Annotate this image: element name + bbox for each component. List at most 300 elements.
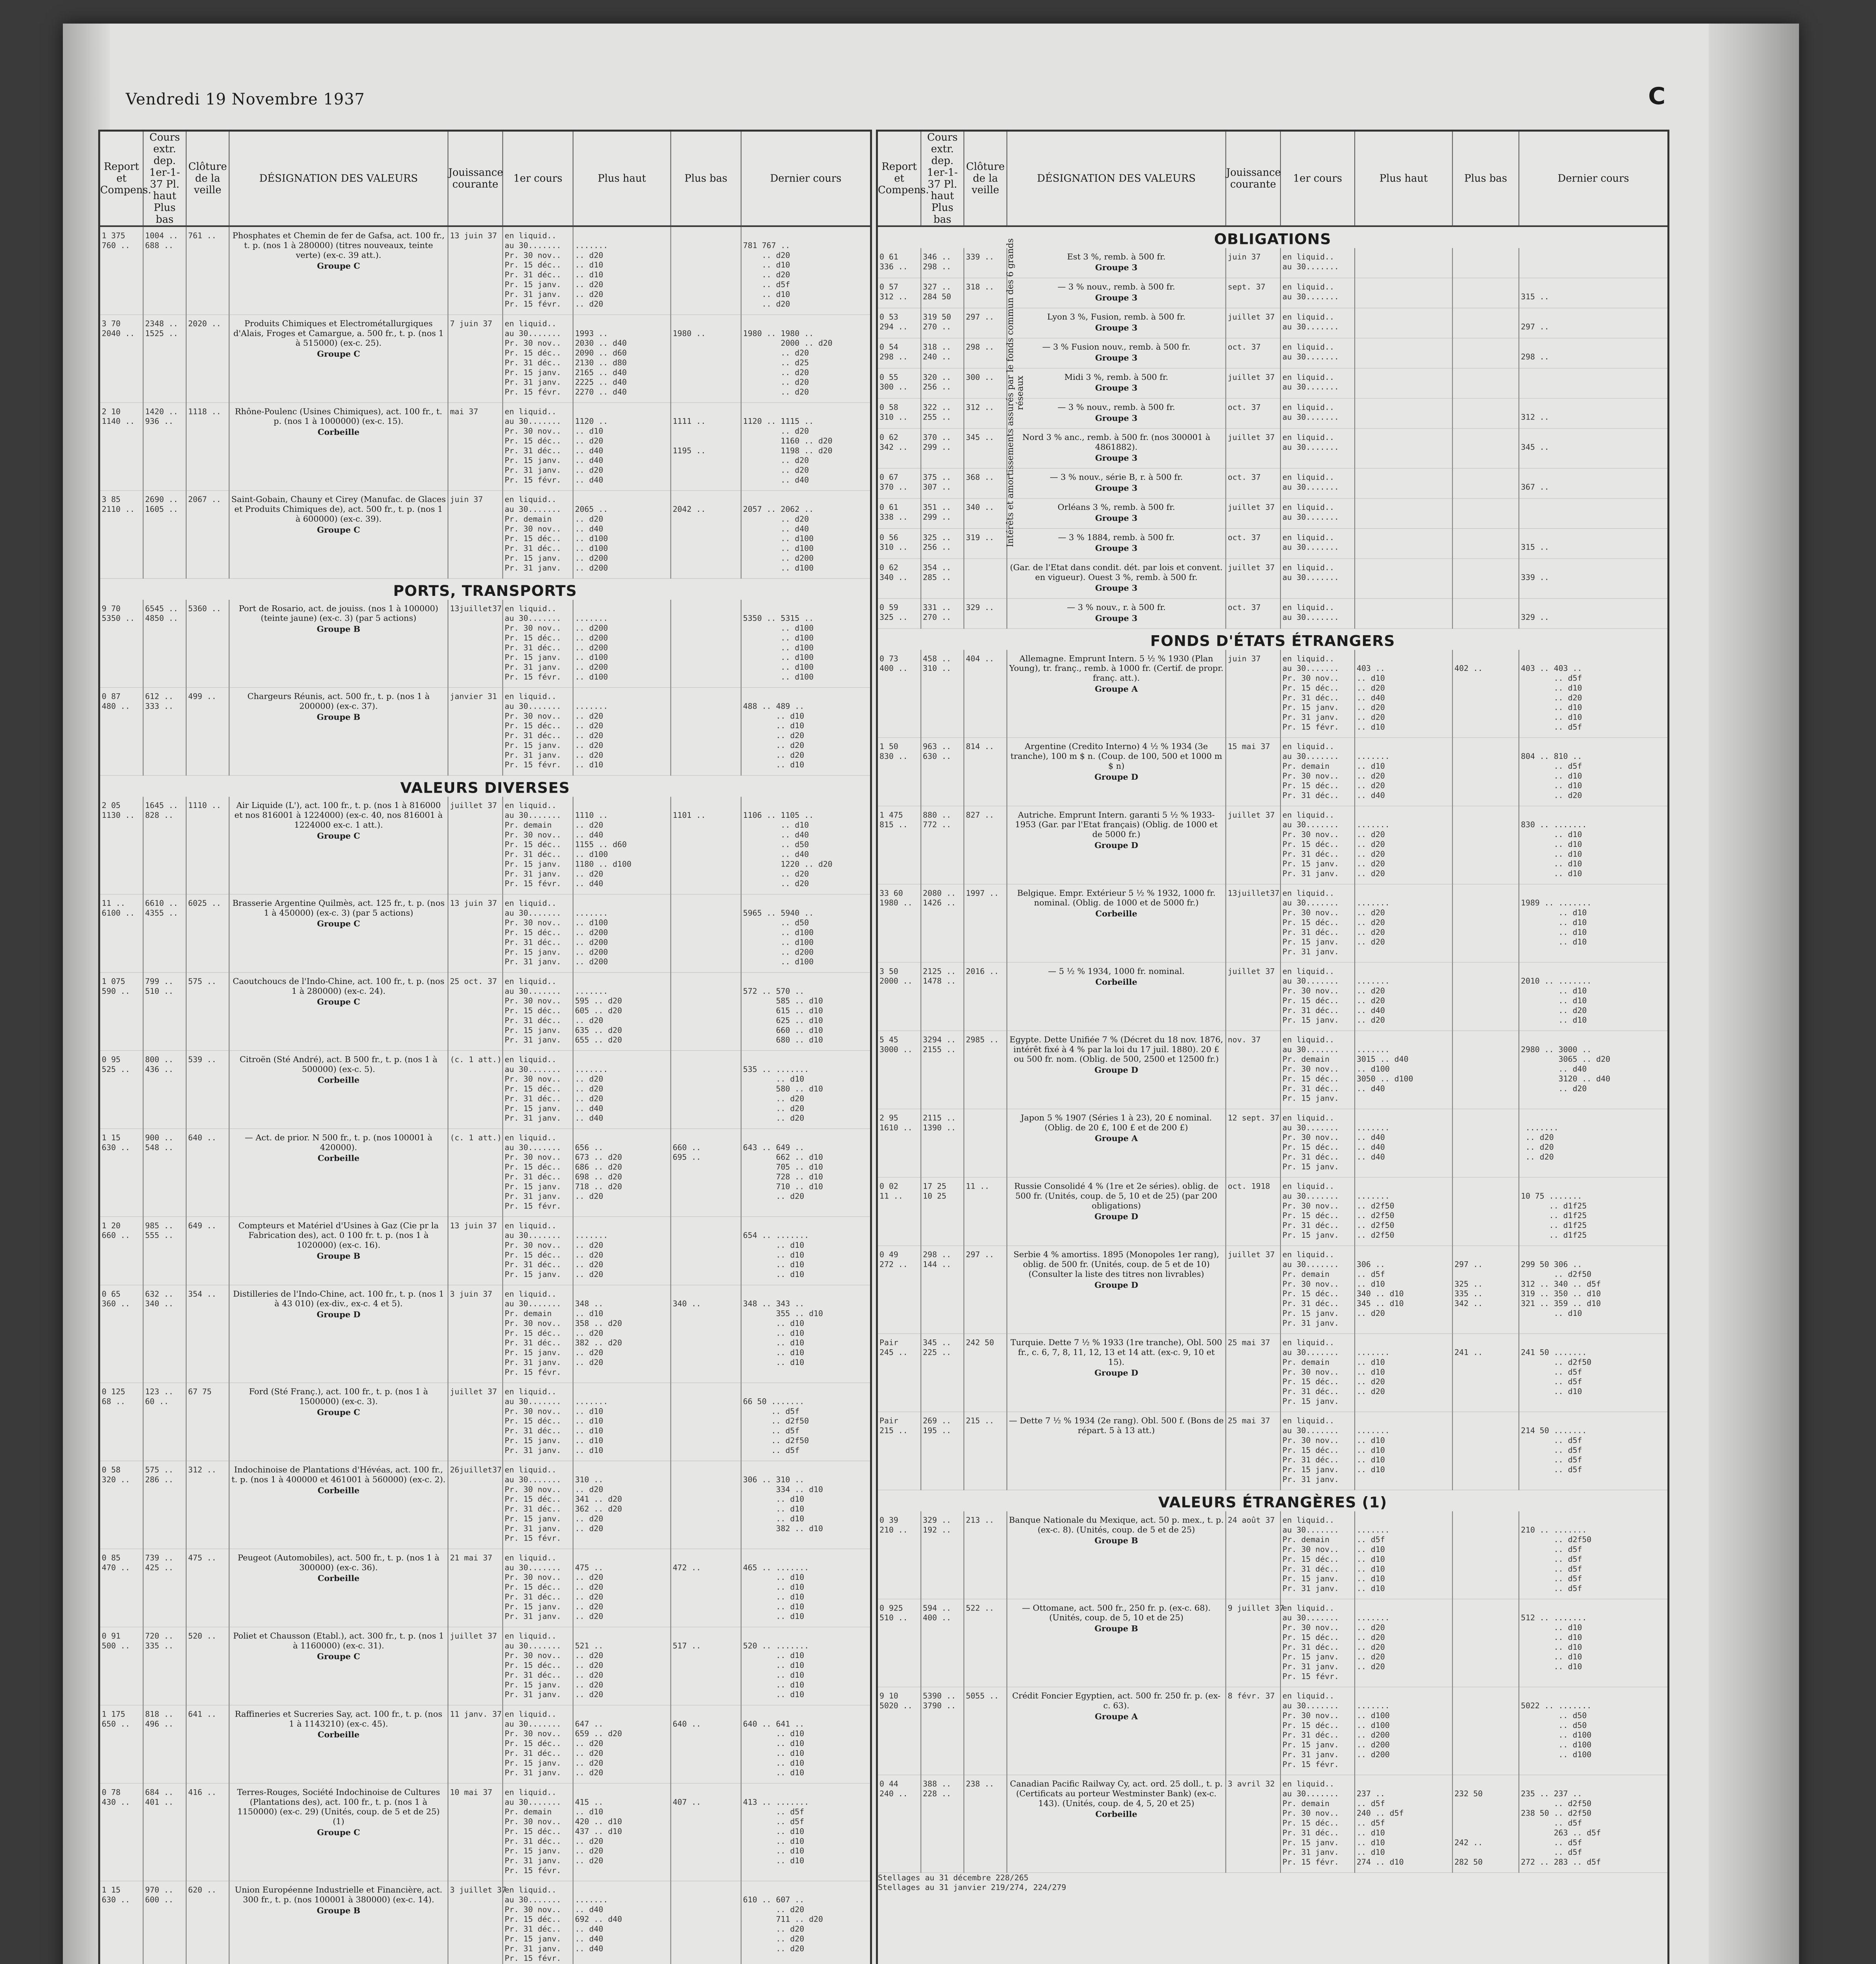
dernier-cell [1519, 1334, 1667, 1412]
dernier-text: 310 .. 334 .. d10 .. d10 .. d10 .. d10 382 .. d10 [776, 1475, 823, 1533]
security-name: Belgique. Empr. Extérieur 5 ½ % 1932, 1000 fr. nominal. (Oblig. de 1000 et de 5000 fr.) [1017, 888, 1216, 908]
security-name: Autriche. Emprunt Intern. garanti 5 ½ % 1933-1953 (Gar. par l'Etat français) (Oblig. de 1000 et de 5000 fr.) [1015, 810, 1218, 839]
premier-text: 66 50 [743, 1396, 767, 1406]
security-group: Groupe 3 [1095, 613, 1138, 623]
plus-bas-cell [1453, 468, 1519, 498]
cloture-cell-text: 520 .. [188, 1631, 216, 1641]
jouissance-cell [1226, 1177, 1281, 1246]
jouissance-cell [1226, 1511, 1281, 1599]
table-row [878, 1334, 1667, 1412]
jouissance-cell-text: oct. 37 [1227, 472, 1261, 482]
dernier-cell [741, 797, 870, 894]
cours-extr-cell-text: 2115 .. 1390 .. [923, 1113, 956, 1132]
security-group: Corbeille [317, 1729, 360, 1740]
designation-cell [229, 687, 448, 775]
cours-extr-cell-text: 1004 .. 688 .. [145, 231, 178, 250]
report-cell-text: 2 05 1130 .. [101, 801, 135, 820]
premier-text: 781 [743, 240, 757, 250]
dernier-text: 5315 .. .. d100 .. d100 .. d100 .. d100 .. d100 .. d100 [780, 613, 814, 682]
dernier-cell [1519, 528, 1667, 559]
dernier-cell [1519, 468, 1667, 498]
price-pair [743, 1885, 868, 1953]
plus-haut-cell [1355, 1109, 1453, 1177]
table-row [100, 973, 870, 1051]
security-name: Russie Consolidé 4 % (1re et 2e séries). oblig. de 500 fr. (Unités, coup. de 5, 10 et de 25) (par 200 obligations) [1014, 1181, 1218, 1211]
premier-text: 241 50 [1521, 1347, 1549, 1357]
plus-haut-cell-text: ....... .. d20 .. d20 .. d40 .. d20 [1356, 976, 1390, 1025]
premier-text: 535 .. [743, 1064, 771, 1074]
jouissance-cell-text: juillet 37 [1227, 432, 1275, 442]
report-cell [100, 687, 143, 775]
cours-extr-cell [143, 491, 186, 579]
premier-text: 1980 .. [743, 328, 776, 338]
plus-haut-cell [1355, 650, 1453, 737]
cloture-cell-text: 649 .. [188, 1220, 216, 1230]
table-row [878, 650, 1667, 737]
premier-cell [1281, 1511, 1355, 1599]
cloture-cell [186, 1549, 229, 1627]
table-row [878, 1031, 1667, 1109]
security-group: Groupe D [1094, 1211, 1138, 1222]
cours-extr-cell [143, 315, 186, 403]
terms-text: en liquid.. au 30....... Pr. 30 nov.. Pr. 15 déc.. Pr. 31 déc.. Pr. 15 janv. [1282, 1113, 1339, 1171]
price-pair [1521, 432, 1666, 452]
report-cell-text: 0 39 210 .. [879, 1515, 908, 1535]
premier-cell [1281, 884, 1355, 962]
cloture-cell-text: 761 .. [188, 231, 216, 240]
premier-cell [1281, 1246, 1355, 1334]
premier-cell [1281, 278, 1355, 308]
designation-cell [1007, 1412, 1226, 1490]
cloture-cell [964, 278, 1007, 308]
plus-haut-cell [573, 1285, 671, 1383]
plus-haut-cell [1355, 498, 1453, 529]
security-name: Produits Chimiques et Electrométallurgiques d'Alais, Froges et Camargue, a. 500 fr., t. p. (nos 1 à 515000) (ex-c. 25). [233, 319, 444, 348]
plus-bas-cell-text: 2042 .. [672, 504, 706, 514]
plus-bas-cell [1453, 278, 1519, 308]
cloture-cell [964, 1246, 1007, 1334]
security-name: Orléans 3 %, remb. à 500 fr. [1057, 502, 1175, 512]
price-pair [743, 801, 868, 889]
cloture-cell [964, 1599, 1007, 1687]
plus-bas-cell [1453, 1334, 1519, 1412]
jouissance-cell-text: mai 37 [450, 407, 478, 416]
left-table-body [100, 226, 870, 1964]
page-edge [1709, 24, 1799, 1964]
security-name: — 3 % 1884, remb. à 500 fr. [1058, 532, 1175, 542]
table-row [878, 398, 1667, 429]
premier-text: 339 .. [1521, 572, 1549, 582]
premier-cell [503, 1217, 573, 1285]
plus-haut-cell [573, 1783, 671, 1881]
security-name: Japon 5 % 1907 (Séries 1 à 23), 20 £ nominal. (Oblig. de 20 £, 100 £ et de 200 £) [1020, 1113, 1212, 1132]
plus-haut-cell-text: 1120 .. .. d10 .. d20 .. d40 .. d40 .. d20 .. d40 [575, 416, 608, 485]
plus-haut-cell [1355, 368, 1453, 399]
price-pair [743, 407, 868, 485]
price-pair [1521, 1035, 1666, 1094]
designation-cell [229, 491, 448, 579]
plus-haut-cell [1355, 884, 1453, 962]
cloture-cell-text: 2020 .. [188, 319, 221, 328]
section-cell [878, 226, 1667, 248]
cloture-cell-text: 827 .. [965, 810, 994, 820]
cloture-cell [186, 226, 229, 315]
security-group: Groupe D [1094, 1280, 1138, 1290]
plus-haut-cell [573, 1051, 671, 1129]
security-group: Corbeille [317, 427, 360, 437]
table-row [878, 1177, 1667, 1246]
plus-bas-cell [1453, 498, 1519, 529]
dernier-cell [741, 600, 870, 687]
cours-extr-cell [143, 797, 186, 894]
cours-extr-cell-text: 970 .. 600 .. [145, 1885, 174, 1904]
report-cell-text: 0 59 325 .. [879, 603, 908, 622]
cloture-cell [964, 1775, 1007, 1873]
cours-extr-cell [921, 1687, 964, 1775]
security-name: Distilleries de l'Indo-Chine, act. 100 fr., t. p. (nos 1 à 43 010) (ex-div., ex-c. 4 et 5). [233, 1289, 444, 1308]
price-pair [1521, 810, 1666, 878]
terms-text: en liquid.. au 30....... Pr. 30 nov.. Pr. 15 déc.. Pr. 31 déc.. Pr. 15 janv. Pr. 31 janv. Pr. 15 févr. [504, 691, 561, 769]
cours-extr-cell [921, 806, 964, 884]
plus-haut-cell [573, 1129, 671, 1217]
plus-haut-cell [573, 797, 671, 894]
terms-text: en liquid.. au 30....... Pr. 30 nov.. Pr. 15 déc.. Pr. 31 déc.. Pr. 15 janv. Pr. 31 janv. Pr. 15 févr. [504, 603, 561, 682]
terms-text: en liquid.. au 30....... Pr. demain Pr. 30 nov.. Pr. 15 déc.. Pr. 31 déc.. Pr. 15 janv. Pr. 31 janv. Pr. 15 févr. [504, 801, 561, 889]
premier-text: 5965 .. [743, 908, 776, 918]
premier-cell [1281, 1599, 1355, 1687]
cours-extr-cell-text: 594 .. 400 .. [923, 1603, 951, 1623]
terms-text: en liquid.. au 30....... Pr. 30 nov.. Pr. 15 déc.. Pr. 31 déc.. Pr. 15 janv. Pr. 31 janv. Pr. 15 févr. [504, 407, 561, 485]
dernier-text: 1980 .. 2000 .. d20 .. d20 .. d25 .. d20 .. d20 .. d20 [780, 328, 833, 397]
price-pair [1521, 1691, 1666, 1759]
designation-cell [1007, 468, 1226, 498]
table-row [878, 1412, 1667, 1490]
price-pair [743, 977, 868, 1045]
jouissance-cell [1226, 429, 1281, 468]
report-cell [878, 368, 921, 399]
col-jouissance: Jouissance courante [1226, 132, 1281, 226]
jouissance-cell-text: 15 mai 37 [1227, 742, 1270, 751]
cours-extr-cell [143, 1627, 186, 1705]
premier-cell [1281, 599, 1355, 629]
report-cell-text: 3 85 2110 .. [101, 495, 135, 514]
report-cell-text: 0 02 11 .. [879, 1181, 903, 1201]
jouissance-cell [448, 1051, 502, 1129]
cloture-cell [964, 806, 1007, 884]
plus-bas-cell [1453, 308, 1519, 338]
premier-text: 235 .. 238 50 272 .. [1521, 1789, 1549, 1867]
section-row [100, 579, 870, 600]
jouissance-cell-text: janvier 31 [450, 691, 497, 701]
price-pair [743, 1055, 868, 1123]
stellages-row [878, 1872, 1667, 1892]
security-name: Compteurs et Matériel d'Usines à Gaz (Cie pr la Fabrication des), act. 0 100 fr. t. p. (nos 1 à 1020000) (ex-c. 16). [238, 1220, 439, 1250]
terms-text: en liquid.. au 30....... Pr. demain Pr. 30 nov.. Pr. 15 déc.. Pr. 31 déc.. Pr. 15 janv. Pr. 31 janv. Pr. 15 févr. [504, 1787, 561, 1875]
price-pair [1521, 563, 1666, 583]
premier-text: 520 .. [743, 1641, 771, 1651]
cours-extr-cell-text: 329 .. 192 .. [923, 1515, 951, 1535]
dernier-cell [741, 1461, 870, 1549]
dernier-cell [1519, 248, 1667, 278]
dernier-cell [741, 1051, 870, 1129]
plus-bas-cell [1453, 1511, 1519, 1599]
price-pair [1521, 1779, 1666, 1867]
security-group: Groupe D [1094, 1065, 1138, 1075]
jouissance-cell-text: juillet 37 [1227, 810, 1275, 820]
plus-haut-cell [1355, 962, 1453, 1031]
cloture-cell-text: 522 .. [965, 1603, 994, 1613]
premier-cell [1281, 368, 1355, 399]
terms-text: en liquid.. au 30....... Pr. 30 nov.. Pr. 15 déc.. Pr. 31 déc.. Pr. 15 janv. [1282, 966, 1339, 1025]
terms-text: en liquid.. au 30....... Pr. 30 nov.. Pr. 15 déc.. Pr. 31 déc.. Pr. 15 janv. Pr. 31 janv. [1282, 810, 1339, 878]
cours-extr-cell [143, 1217, 186, 1285]
premier-text: 512 .. [1521, 1613, 1549, 1623]
plus-haut-cell-text: 1110 .. .. d20 .. d40 1155 .. d60 .. d100 1180 .. d100 .. d20 .. d40 [575, 810, 632, 889]
table-row [878, 806, 1667, 884]
price-pair [743, 319, 868, 397]
table-row [878, 528, 1667, 559]
table-row [878, 559, 1667, 598]
report-cell-text: 1 175 650 .. [101, 1709, 130, 1729]
plus-haut-cell [1355, 1511, 1453, 1599]
report-cell [878, 1177, 921, 1246]
jouissance-cell [448, 894, 502, 973]
section-row [878, 226, 1667, 248]
report-cell-text: 0 54 298 .. [879, 342, 908, 362]
cloture-cell-text: 2985 .. [965, 1035, 999, 1044]
cloture-cell [186, 403, 229, 491]
cours-extr-cell [143, 1549, 186, 1627]
security-name: Allemagne. Emprunt Intern. 5 ½ % 1930 (Plan Young), tr. franç., remb. à 1000 fr. (Certif. de propr. franç. att.). [1009, 654, 1224, 683]
jouissance-cell-text: sept. 37 [1227, 282, 1266, 291]
report-cell [878, 884, 921, 962]
plus-bas-cell [671, 1129, 741, 1217]
designation-cell [229, 894, 448, 973]
terms-text: en liquid.. au 30....... [1282, 282, 1339, 301]
jouissance-cell-text: 10 mai 37 [450, 1787, 493, 1797]
price-pair [743, 1709, 868, 1778]
cloture-cell [964, 368, 1007, 399]
dernier-cell [741, 226, 870, 315]
cours-extr-cell-text: 2348 .. 1525 .. [145, 319, 178, 338]
plus-haut-cell [1355, 338, 1453, 368]
cours-extr-cell-text: 388 .. 228 .. [923, 1779, 951, 1798]
cloture-cell [964, 962, 1007, 1031]
table-row [878, 278, 1667, 308]
jouissance-cell-text: 21 mai 37 [450, 1553, 493, 1563]
security-group: Corbeille [317, 1485, 360, 1495]
jouissance-cell-text: juin 37 [450, 495, 483, 504]
dernier-text: 403 .. .. d5f .. d10 .. d20 .. d10 .. d10 .. d5f [1554, 663, 1582, 732]
dernier-cell [1519, 278, 1667, 308]
cloture-cell [964, 1177, 1007, 1246]
plus-haut-cell [1355, 1775, 1453, 1873]
cours-extr-cell-text: 6545 .. 4850 .. [145, 603, 178, 623]
plus-bas-cell [1453, 559, 1519, 598]
premier-text: 297 .. [1521, 322, 1549, 332]
terms-text: en liquid.. au 30....... Pr. 30 nov.. Pr. 15 déc.. Pr. 31 déc.. Pr. 15 janv. Pr. 31 janv. [504, 1553, 561, 1621]
dernier-cell [741, 1705, 870, 1783]
cloture-cell-text: 339 .. [965, 252, 994, 262]
col-cloture: Clôture de la veille [186, 132, 229, 226]
security-group: Groupe C [317, 1651, 360, 1662]
table-row [878, 1511, 1667, 1599]
report-cell [878, 398, 921, 429]
security-group: Groupe C [317, 918, 360, 929]
terms-text: en liquid.. au 30....... Pr. demain Pr. 30 nov.. Pr. 15 déc.. Pr. 31 déc.. Pr. 15 janv. [1282, 1337, 1339, 1406]
premier-text: 804 .. [1521, 751, 1549, 761]
designation-cell [1007, 1334, 1226, 1412]
dernier-cell [1519, 1246, 1667, 1334]
dernier-cell [1519, 962, 1667, 1031]
security-name: Ford (Sté Franç.), act. 100 fr., t. p. (nos 1 à 1500000) (ex-c. 3). [249, 1387, 428, 1406]
premier-text: 2980 .. [1521, 1044, 1554, 1054]
premier-cell [503, 1705, 573, 1783]
security-name: — 3 % nouv., remb. à 500 fr. [1057, 282, 1175, 291]
table-row [878, 248, 1667, 278]
plus-haut-cell [573, 315, 671, 403]
table-row [878, 429, 1667, 468]
price-pair [743, 1553, 868, 1621]
dernier-text: 489 .. .. d10 .. d10 .. d20 .. d20 .. d20 .. d10 [776, 701, 804, 769]
plus-bas-cell [671, 1051, 741, 1129]
cloture-cell-text: 1118 .. [188, 407, 221, 416]
security-group: Corbeille [317, 1573, 360, 1583]
designation-cell [1007, 1599, 1226, 1687]
price-pair [743, 1787, 868, 1865]
cloture-cell-text: 67 75 [188, 1387, 212, 1396]
cours-extr-cell [921, 559, 964, 598]
plus-bas-cell [1453, 1031, 1519, 1109]
cours-extr-cell-text: 739 .. 425 .. [145, 1553, 174, 1572]
designation-cell [229, 1051, 448, 1129]
report-cell-text: 3 50 2000 .. [879, 966, 912, 986]
plus-haut-cell [1355, 738, 1453, 806]
dernier-text: 607 .. .. d20 711 .. d20 .. d20 .. d20 .. d20 [776, 1895, 823, 1953]
cloture-cell [186, 1461, 229, 1549]
cours-extr-cell-text: 345 .. 225 .. [923, 1337, 951, 1357]
report-cell-text: 1 50 830 .. [879, 742, 908, 761]
cloture-cell [186, 1217, 229, 1285]
section-cell [100, 775, 870, 797]
premier-cell [503, 687, 573, 775]
cours-extr-cell-text: 684 .. 401 .. [145, 1787, 174, 1807]
report-cell-text: Pair 245 .. [879, 1337, 908, 1357]
table-row [878, 368, 1667, 399]
section-cell [878, 1490, 1667, 1511]
designation-cell [1007, 368, 1226, 399]
price-pair [743, 692, 868, 770]
plus-haut-cell-text: ....... .. d10 .. d10 .. d20 .. d20 [1356, 1347, 1390, 1396]
plus-haut-cell [573, 1461, 671, 1549]
jouissance-cell-text: oct. 1918 [1227, 1181, 1270, 1191]
report-cell-text: 0 125 68 .. [101, 1387, 125, 1406]
plus-bas-cell [671, 1881, 741, 1964]
designation-cell [229, 403, 448, 491]
jouissance-cell-text: 13 juin 37 [450, 1220, 497, 1230]
security-group: Groupe B [1094, 1535, 1138, 1546]
security-group: Groupe 3 [1095, 513, 1138, 523]
premier-cell [1281, 528, 1355, 559]
jouissance-cell [448, 687, 502, 775]
security-name: Banque Nationale du Mexique, act. 50 p. mex., t. p. (ex-c. 8). (Unités, coup. de 5 et de 25) [1009, 1515, 1224, 1535]
dernier-text: ....... .. d10 580 .. d10 .. d20 .. d20 .. d20 [776, 1064, 823, 1123]
plus-haut-cell-text: 2065 .. .. d20 .. d40 .. d100 .. d100 .. d200 .. d200 [575, 504, 608, 573]
security-name: Phosphates et Chemin de fer de Gafsa, act. 100 fr., t. p. (nos 1 à 280000) (titres nouveaux, teinte verte) (ex-c. 39 att.). [232, 231, 445, 260]
plus-bas-cell [1453, 1775, 1519, 1873]
col-designation: DÉSIGNATION DES VALEURS [1007, 132, 1226, 226]
premier-cell [503, 1881, 573, 1964]
report-cell [878, 468, 921, 498]
premier-cell [503, 226, 573, 315]
plus-bas-cell [671, 1549, 741, 1627]
dernier-text: ....... .. d5f .. d5f .. d10 .. d10 .. d10 .. d10 [776, 1797, 809, 1865]
plus-haut-cell [1355, 1334, 1453, 1412]
cours-extr-cell-text: 2080 .. 1426 .. [923, 888, 956, 908]
dernier-text: ....... .. d2f50 .. d5f .. d5f .. d5f .. d5f .. d5f [1554, 1525, 1592, 1593]
section-title: PORTS, TRANSPORTS [393, 582, 577, 599]
jouissance-cell-text: 13 juin 37 [450, 898, 497, 908]
jouissance-cell [1226, 338, 1281, 368]
dernier-text: ....... .. d10 .. d10 .. d10 .. d10 [776, 1230, 809, 1279]
table-row [100, 315, 870, 403]
plus-bas-cell-text: 402 .. [1454, 663, 1483, 673]
report-cell [100, 1129, 143, 1217]
designation-cell [1007, 429, 1226, 468]
cloture-cell [964, 398, 1007, 429]
security-name: — Act. de prior. N 500 fr., t. p. (nos 100001 à 420000). [245, 1132, 432, 1152]
report-cell-text: 0 62 340 .. [879, 562, 908, 582]
premier-cell [1281, 1687, 1355, 1775]
premier-cell [1281, 1031, 1355, 1109]
premier-text: 298 .. [1521, 352, 1549, 362]
plus-haut-cell [1355, 1412, 1453, 1490]
report-cell [878, 1412, 921, 1490]
plus-haut-cell-text: ....... 3015 .. d40 .. d100 3050 .. d100 .. d40 [1356, 1044, 1413, 1093]
cloture-cell [964, 1687, 1007, 1775]
security-group: Groupe A [1095, 1711, 1138, 1721]
dernier-text: 649 .. 662 .. d10 705 .. d10 728 .. d10 710 .. d10 .. d20 [776, 1142, 823, 1201]
cours-extr-cell-text: 3294 .. 2155 .. [923, 1035, 956, 1054]
designation-cell [229, 600, 448, 687]
jouissance-cell-text: juillet 37 [450, 1387, 497, 1396]
plus-bas-cell [671, 973, 741, 1051]
security-group: Groupe 3 [1095, 583, 1138, 593]
plus-haut-cell-text: ....... .. d10 .. d20 .. d20 .. d40 [1356, 751, 1390, 800]
report-cell-text: 33 60 1980 .. [879, 888, 912, 908]
dernier-cell [741, 1549, 870, 1627]
table-row [100, 1129, 870, 1217]
designation-cell [229, 1705, 448, 1783]
jouissance-cell [1226, 1031, 1281, 1109]
report-cell-text: 1 15 630 .. [101, 1132, 130, 1152]
plus-haut-cell [1355, 559, 1453, 598]
jouissance-cell [1226, 1109, 1281, 1177]
security-group: Groupe 3 [1095, 353, 1138, 363]
col-plus-bas: Plus bas [671, 132, 741, 226]
premier-cell [1281, 1177, 1355, 1246]
cours-extr-cell-text: 370 .. 299 .. [923, 432, 951, 452]
report-cell [878, 1334, 921, 1412]
jouissance-cell [448, 1881, 507, 1964]
cloture-cell-text: 475 .. [188, 1553, 216, 1563]
plus-haut-cell-text: ....... .. d200 .. d200 .. d200 .. d100 .. d200 .. d100 [575, 613, 608, 682]
plus-haut-cell-text: ....... .. d10 .. d10 .. d10 .. d10 [1356, 1425, 1390, 1474]
jouissance-cell [1226, 1334, 1281, 1412]
report-cell-text: 0 58 310 .. [879, 402, 908, 422]
dernier-cell [741, 491, 870, 579]
cours-extr-cell [921, 650, 964, 737]
